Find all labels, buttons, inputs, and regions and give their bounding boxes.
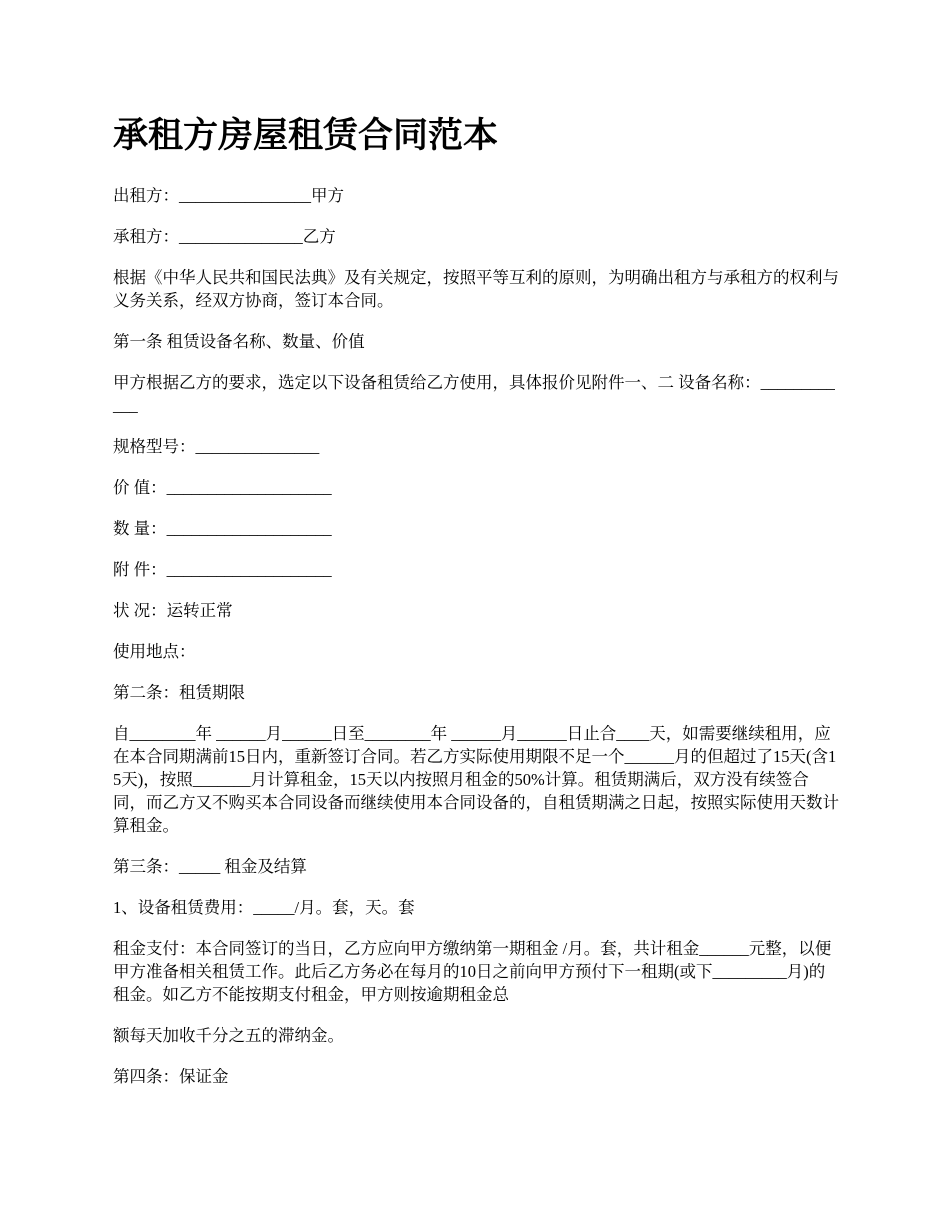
lessee-line: 承租方：_______________乙方 (113, 227, 336, 246)
equipment-selection-paragraph: 甲方根据乙方的要求，选定以下设备租赁给乙方使用，具体报价见附件一、二 设备名称：____________ (113, 373, 835, 415)
late-fee-line: 额每天加收千分之五的滞纳金。 (113, 1026, 344, 1045)
condition-line: 状 况：运转正常 (113, 601, 233, 620)
article-1-heading: 第一条 租赁设备名称、数量、价值 (113, 332, 365, 351)
rental-fee-line: 1、设备租赁费用：_____/月。套，天。套 (113, 898, 415, 917)
article-2-heading: 第二条：租赁期限 (113, 683, 245, 702)
preamble-paragraph: 根据《中华人民共和国民法典》及有关规定，按照平等互利的原则，为明确出租方与承租方的权利与义务关系，经双方协商，签订本合同。 (113, 268, 839, 310)
lease-term-paragraph: 自________年 ______月______日至________年 ______月______日止合____天，如需要继续租用，应在本合同期满前15日内，重新签订合同。若乙方实际使用期限不足一个______月的但超过了15天(含15天)，按照_______月计算租金，15天以内按照月租金的50%计算。租赁期满后，双方没有续签合同，而乙方又不购买本合同设备而继续使用本合同设备的，自租赁期满之日起，按照实际使用天数计算租金。 (113, 724, 839, 835)
attachment-line: 附 件：____________________ (113, 560, 332, 579)
location-line: 使用地点： (113, 642, 196, 661)
quantity-line: 数 量：____________________ (113, 519, 332, 538)
document-title: 承租方房屋租赁合同范本 (113, 115, 499, 156)
article-4-heading: 第四条：保证金 (113, 1067, 229, 1086)
lessor-line: 出租方：________________甲方 (113, 186, 344, 205)
article-3-heading: 第三条：_____ 租金及结算 (113, 857, 307, 876)
model-spec-line: 规格型号：_______________ (113, 437, 320, 456)
rent-payment-paragraph: 租金支付：本合同签订的当日，乙方应向甲方缴纳第一期租金 /月。套，共计租金______元整，以便甲方准备相关租赁工作。此后乙方务必在每月的10日之前向甲方预付下一租期(或下_________月)的租金。如乙方不能按期支付租金，甲方则按逾期租金总 (113, 939, 832, 1004)
value-line: 价 值：____________________ (113, 478, 332, 497)
document-page (113, 108, 841, 1106)
